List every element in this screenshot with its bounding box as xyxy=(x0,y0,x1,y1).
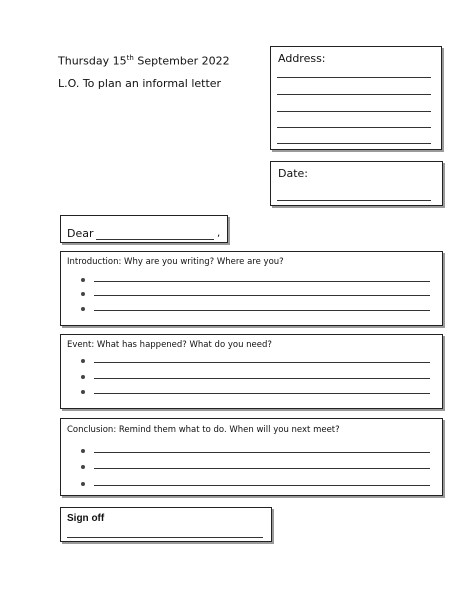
event-prompt: Event: What has happened? What do you need? xyxy=(67,340,272,350)
conclusion-line[interactable] xyxy=(94,452,430,453)
bullet-icon xyxy=(81,449,85,453)
sign-off-line[interactable] xyxy=(67,537,263,538)
address-line[interactable] xyxy=(277,111,431,112)
event-line[interactable] xyxy=(94,378,430,379)
conclusion-box xyxy=(60,418,443,496)
bullet-icon xyxy=(81,482,85,486)
learning-objective: L.O. To plan an informal letter xyxy=(58,77,222,90)
conclusion-prompt: Conclusion: Remind them what to do. When will you next meet? xyxy=(67,425,340,435)
event-line[interactable] xyxy=(94,393,430,394)
date-line[interactable] xyxy=(277,200,431,201)
dear-box xyxy=(60,215,228,243)
event-line[interactable] xyxy=(94,362,430,363)
bullet-icon xyxy=(81,359,85,363)
event-box xyxy=(60,334,443,409)
address-line[interactable] xyxy=(277,77,431,78)
introduction-prompt: Introduction: Why are you writing? Where are you? xyxy=(67,257,284,267)
date-ordinal: th xyxy=(126,54,134,62)
dear-comma: , xyxy=(217,228,221,239)
date-label: Date: xyxy=(278,167,308,180)
bullet-icon xyxy=(81,292,85,296)
address-line[interactable] xyxy=(277,143,431,144)
address-box xyxy=(270,46,442,150)
bullet-icon xyxy=(81,307,85,311)
date-month-year: September 2022 xyxy=(133,54,230,68)
sign-off-label: Sign off xyxy=(67,513,105,524)
address-label: Address: xyxy=(278,52,326,65)
introduction-line[interactable] xyxy=(94,281,430,282)
conclusion-line[interactable] xyxy=(94,485,430,486)
bullet-icon xyxy=(81,390,85,394)
introduction-line[interactable] xyxy=(94,295,430,296)
date-box xyxy=(270,161,443,206)
introduction-line[interactable] xyxy=(94,310,430,311)
date-heading xyxy=(58,54,230,68)
address-line[interactable] xyxy=(277,127,431,128)
introduction-box xyxy=(60,251,443,326)
bullet-icon xyxy=(81,375,85,379)
bullet-icon xyxy=(81,278,85,282)
sign-off-box xyxy=(60,507,272,542)
bullet-icon xyxy=(81,465,85,469)
address-line[interactable] xyxy=(277,94,431,95)
conclusion-line[interactable] xyxy=(94,468,430,469)
dear-label: Dear xyxy=(67,227,94,240)
recipient-line[interactable] xyxy=(96,239,214,240)
date-day: Thursday 15 xyxy=(58,54,127,68)
